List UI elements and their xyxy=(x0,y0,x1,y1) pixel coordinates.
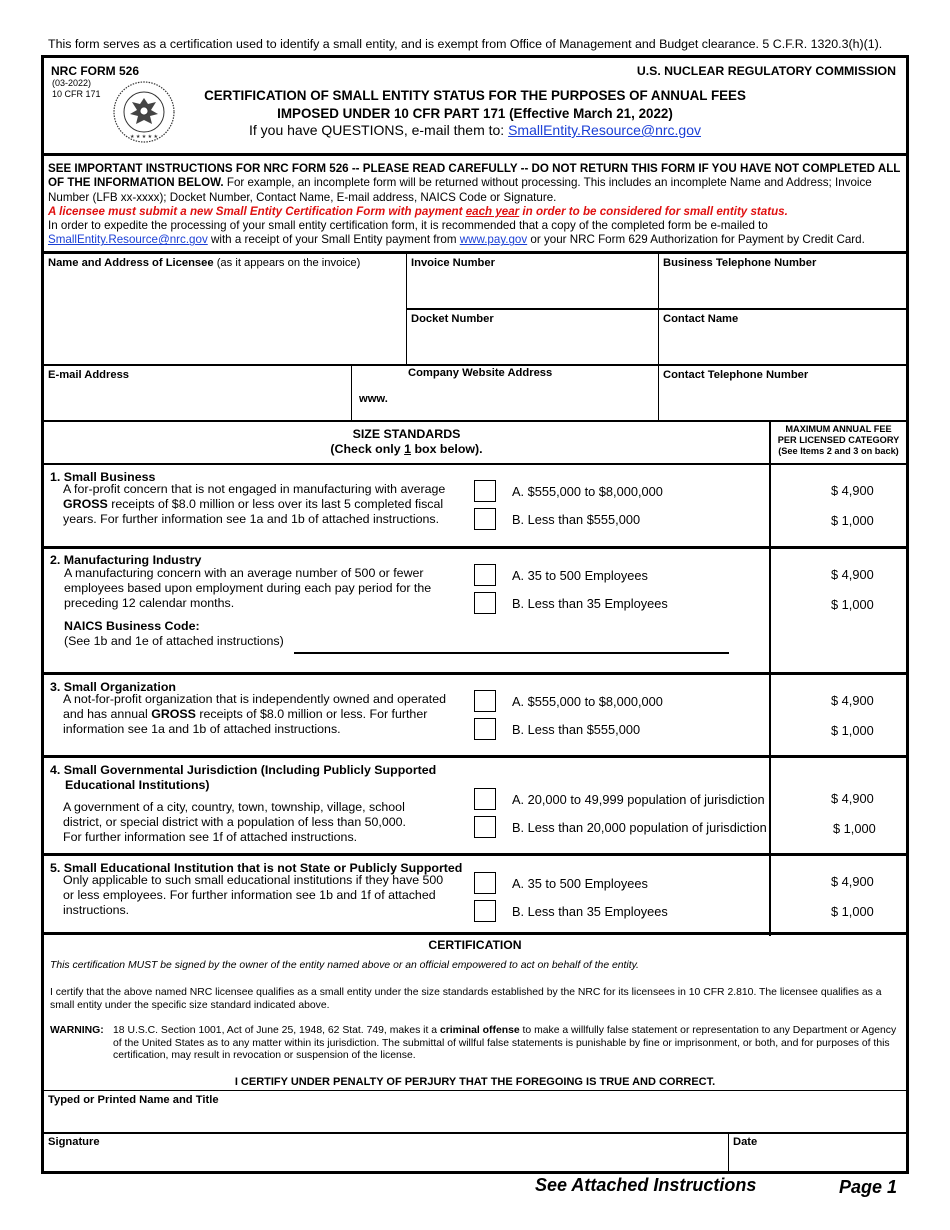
divider xyxy=(44,672,906,675)
section3-option-b-checkbox[interactable] xyxy=(474,718,496,740)
section4-body-line3: For further information see 1f of attached instructions. xyxy=(63,830,358,844)
contact-phone-field[interactable] xyxy=(660,384,904,418)
section2-body-line2: employees based upon employment during each pay period for the xyxy=(64,581,432,595)
signature-field[interactable] xyxy=(46,1150,726,1172)
section4-body-line1: A government of a city, country, town, township, village, school xyxy=(63,800,405,814)
section2-option-b-label: B. Less than 35 Employees xyxy=(512,596,668,611)
certification-note: This certification MUST be signed by the owner of the entity named above or an official empowered to act on behalf of the entity. xyxy=(50,960,639,971)
fee-column-line xyxy=(769,422,771,936)
divider xyxy=(44,932,906,935)
date-label: Date xyxy=(733,1136,758,1148)
section1-option-a-label: A. $555,000 to $8,000,000 xyxy=(512,484,663,499)
section1-option-b-checkbox[interactable] xyxy=(474,508,496,530)
section1-gross: GROSS xyxy=(63,497,108,511)
section3-option-b-label: B. Less than $555,000 xyxy=(512,722,641,737)
perjury-statement: I CERTIFY UNDER PENALTY OF PERJURY THAT THE FOREGOING IS TRUE AND CORRECT. xyxy=(234,1076,716,1088)
section3-option-a-checkbox[interactable] xyxy=(474,690,496,712)
section1-body-line1: A for-profit concern that is not engaged in manufacturing with average xyxy=(63,482,446,496)
section2-fee-a: $ 4,900 xyxy=(831,567,874,582)
questions-prefix: If you have QUESTIONS, e-mail them to: xyxy=(248,122,505,138)
section1-option-a-checkbox[interactable] xyxy=(474,480,496,502)
divider xyxy=(44,153,906,156)
contact-name-field[interactable] xyxy=(660,328,904,362)
questions-line xyxy=(44,122,906,138)
website-field[interactable] xyxy=(394,384,656,418)
expedite-mid: with a receipt of your Small Entity payment from xyxy=(211,233,457,247)
form-number: NRC FORM 526 xyxy=(51,64,140,78)
section5-option-a-checkbox[interactable] xyxy=(474,872,496,894)
section2-option-a-label: A. 35 to 500 Employees xyxy=(512,568,648,583)
section3-body-line3: information see 1a and 1b of attached instructions. xyxy=(63,722,341,736)
section5-option-b-checkbox[interactable] xyxy=(474,900,496,922)
section3-gross: GROSS xyxy=(151,707,196,721)
website-prefix: www. xyxy=(359,393,388,405)
warning-block xyxy=(50,1025,902,1063)
section1-body xyxy=(63,482,478,527)
warning-text xyxy=(50,1025,902,1063)
grid-line xyxy=(351,365,352,421)
divider xyxy=(44,1090,906,1091)
name-address-note: (as it appears on the invoice) xyxy=(216,257,361,269)
divider xyxy=(44,463,906,465)
section2-body-line3: preceding 12 calendar months. xyxy=(64,596,235,610)
size-standards-title: SIZE STANDARDS xyxy=(352,427,461,441)
section3-body-line2-rest: receipts of $8.0 million or less. For further xyxy=(195,707,428,721)
section4-option-b-label: B. Less than 20,000 population of jurisdiction xyxy=(512,820,767,835)
contact-name-label: Contact Name xyxy=(663,313,739,325)
section5-fee-a: $ 4,900 xyxy=(831,874,874,889)
grid-line xyxy=(728,1133,729,1174)
grid-line xyxy=(658,254,659,421)
section3-fee-a: $ 4,900 xyxy=(831,693,874,708)
expedite-text: In order to expedite the processing of your small entity certification form, it is recommended that a copy of the completed form be e-mailed to xyxy=(48,219,768,233)
section4-fee-b: $ 1,000 xyxy=(833,821,876,836)
grid-line xyxy=(44,364,906,366)
annual-notice-part2: in order to be considered for small entity status. xyxy=(519,204,788,218)
section5-option-a-label: A. 35 to 500 Employees xyxy=(512,876,648,891)
certification-title: CERTIFICATION xyxy=(428,938,522,952)
section5-option-b-label: B. Less than 35 Employees xyxy=(512,904,668,919)
section2-body xyxy=(64,566,484,611)
section1-fee-b: $ 1,000 xyxy=(831,513,874,528)
naics-code-field[interactable] xyxy=(294,638,729,654)
section4-title-line1: 4. Small Governmental Jurisdiction (Including Publicly Supported xyxy=(50,763,437,777)
omb-exemption-note: This form serves as a certification used to identify a small entity, and is exempt from Office of Management and Budget clearance. 5 C.F.R. 1320.3(h)(1). xyxy=(48,37,883,51)
section2-body-line1: A manufacturing concern with an average number of 500 or fewer xyxy=(64,566,424,580)
section2-title: 2. Manufacturing Industry xyxy=(50,553,202,567)
fee-heading-line2: PER LICENSED CATEGORY xyxy=(777,435,900,445)
grid-line xyxy=(44,420,906,422)
pay-gov-link[interactable]: www.pay.gov xyxy=(459,233,528,247)
section5-body-line2: or less employees. For further information see 1b and 1f of attached xyxy=(63,888,436,902)
warning-text-pre: 18 U.S.C. Section 1001, Act of June 25, 1948, 62 Stat. 749, makes it a xyxy=(113,1025,440,1036)
section5-fee-b: $ 1,000 xyxy=(831,904,874,919)
annual-notice-part1: A licensee must submit a new Small Entity Certification Form with payment xyxy=(48,204,466,218)
agency-name: U.S. NUCLEAR REGULATORY COMMISSION xyxy=(636,64,896,78)
divider xyxy=(44,251,906,254)
contact-phone-label: Contact Telephone Number xyxy=(663,369,809,381)
divider xyxy=(44,755,906,758)
section3-body-line2-pre: and has annual xyxy=(63,707,152,721)
name-address-label xyxy=(48,257,360,269)
section5-title: 5. Small Educational Institution that is not State or Publicly Supported xyxy=(50,861,463,875)
instructions-bold: SEE IMPORTANT INSTRUCTIONS FOR NRC FORM 526 -- PLEASE READ CAREFULLY -- DO NOT RETURN THIS FORM IF YOU HAVE NOT COMPLETED ALL OF THE INFORMATION BELOW. xyxy=(48,162,901,190)
naics-label: NAICS Business Code: xyxy=(64,619,200,633)
name-title-field[interactable] xyxy=(46,1108,904,1132)
fee-heading xyxy=(771,424,906,457)
section5-body-line3: instructions. xyxy=(63,903,130,917)
section4-body xyxy=(63,800,483,845)
certification-statement: I certify that the above named NRC licensee qualifies as a small entity under the size standards established by the NRC for its licensees in 10 CFR 2.810. The licensee qualifies as a small entity under the specific size standard indicated above. xyxy=(50,987,882,1011)
date-field[interactable] xyxy=(730,1150,904,1172)
annual-notice xyxy=(48,205,788,218)
website-label: Company Website Address xyxy=(408,367,553,379)
divider xyxy=(44,853,906,856)
criminal-offense: criminal offense xyxy=(439,1025,520,1036)
annual-notice-underlined: each year xyxy=(465,204,520,218)
size-standards-instruction xyxy=(44,442,769,457)
section4-title-line2: Educational Institutions) xyxy=(65,778,210,792)
section3-body-line2 xyxy=(63,707,483,722)
instructions-normal: For example, an incomplete form will be returned without processing. This includes an incomplete Name and Address; Invoice Number (LFB xx-xxxx); Docket Number, Contact Name, E-mail address, NAICS Code or Signature. xyxy=(48,176,872,204)
section4-option-a-label: A. 20,000 to 49,999 population of jurisdiction xyxy=(512,792,765,807)
docket-label: Docket Number xyxy=(411,313,494,325)
section2-fee-b: $ 1,000 xyxy=(831,597,874,612)
invoice-field[interactable] xyxy=(408,272,656,306)
section3-body xyxy=(63,692,483,737)
section2-option-b-checkbox[interactable] xyxy=(474,592,496,614)
email-label: E-mail Address xyxy=(48,369,130,381)
docket-field[interactable] xyxy=(408,328,656,362)
fee-heading-line1: MAXIMUM ANNUAL FEE xyxy=(785,424,892,434)
section4-option-b-checkbox[interactable] xyxy=(474,816,496,838)
fee-heading-line3: (See Items 2 and 3 on back) xyxy=(778,446,899,456)
section3-title: 3. Small Organization xyxy=(50,680,176,694)
section1-fee-a: $ 4,900 xyxy=(831,483,874,498)
naics-note: (See 1b and 1e of attached instructions) xyxy=(64,634,284,648)
warning-label: WARNING: xyxy=(50,1025,104,1036)
section1-body-line3: years. For further information see 1a and 1b of attached instructions. xyxy=(63,512,440,526)
size-standards-instruction-pre: (Check only xyxy=(330,442,405,456)
section5-body xyxy=(63,873,483,918)
form-title-line1: CERTIFICATION OF SMALL ENTITY STATUS FOR THE PURPOSES OF ANNUAL FEES xyxy=(204,88,746,103)
form-cfr: 10 CFR 171 xyxy=(52,89,101,99)
size-standards-instruction-num: 1 xyxy=(404,442,411,456)
questions-email-link[interactable]: SmallEntity.Resource@nrc.gov xyxy=(508,122,701,138)
name-address-field[interactable] xyxy=(46,272,404,362)
instructions-block xyxy=(48,162,904,248)
section1-title: 1. Small Business xyxy=(50,470,156,484)
section1-option-b-label: B. Less than $555,000 xyxy=(512,512,641,527)
expedite-email-link[interactable]: SmallEntity.Resource@nrc.gov xyxy=(48,233,208,247)
form-revision: (03-2022) xyxy=(52,78,92,88)
expedite-end: or your NRC Form 629 Authorization for Payment by Credit Card. xyxy=(530,233,865,247)
warning-text-post: to make a willfully false statement or representation to any Department or Agency of the United States as to any matter within its jurisdiction. The submittal of willful false statements is punishable by fine or imprisonment, or both, and for purposes of this certification, may result in revocation or suspension of the license. xyxy=(113,1025,897,1062)
name-address-label-text: Name and Address of Licensee xyxy=(48,257,214,269)
business-phone-label: Business Telephone Number xyxy=(663,257,817,269)
size-standards-instruction-post: box below). xyxy=(411,442,483,456)
section3-body-line1: A not-for-profit organization that is independently owned and operated xyxy=(63,692,446,706)
signature-label: Signature xyxy=(48,1136,100,1148)
divider xyxy=(44,1132,906,1134)
section3-fee-b: $ 1,000 xyxy=(831,723,874,738)
page-number: Page 1 xyxy=(839,1177,898,1197)
section3-option-a-label: A. $555,000 to $8,000,000 xyxy=(512,694,663,709)
svg-text:★ ★ ★ ★ ★: ★ ★ ★ ★ ★ xyxy=(130,134,158,140)
section5-body-line1: Only applicable to such small educational institutions if they have 500 xyxy=(63,873,444,887)
form-title-line2: IMPOSED UNDER 10 CFR PART 171 (Effective March 21, 2022) xyxy=(277,106,673,121)
invoice-label: Invoice Number xyxy=(411,257,495,269)
name-title-label: Typed or Printed Name and Title xyxy=(48,1094,219,1106)
divider xyxy=(44,546,906,549)
email-field[interactable] xyxy=(46,384,349,418)
section4-option-a-checkbox[interactable] xyxy=(474,788,496,810)
size-standards-heading xyxy=(44,427,769,457)
see-attached-instructions: See Attached Instructions xyxy=(535,1175,757,1195)
section2-option-a-checkbox[interactable] xyxy=(474,564,496,586)
section4-fee-a: $ 4,900 xyxy=(831,791,874,806)
section4-body-line2: district, or special district with a population of less than 50,000. xyxy=(63,815,406,829)
nrc-form-526 xyxy=(41,55,909,1174)
section1-body-line2-rest: receipts of $8.0 million or less over its last 5 completed fiscal xyxy=(107,497,444,511)
section1-body-line2 xyxy=(63,497,478,512)
